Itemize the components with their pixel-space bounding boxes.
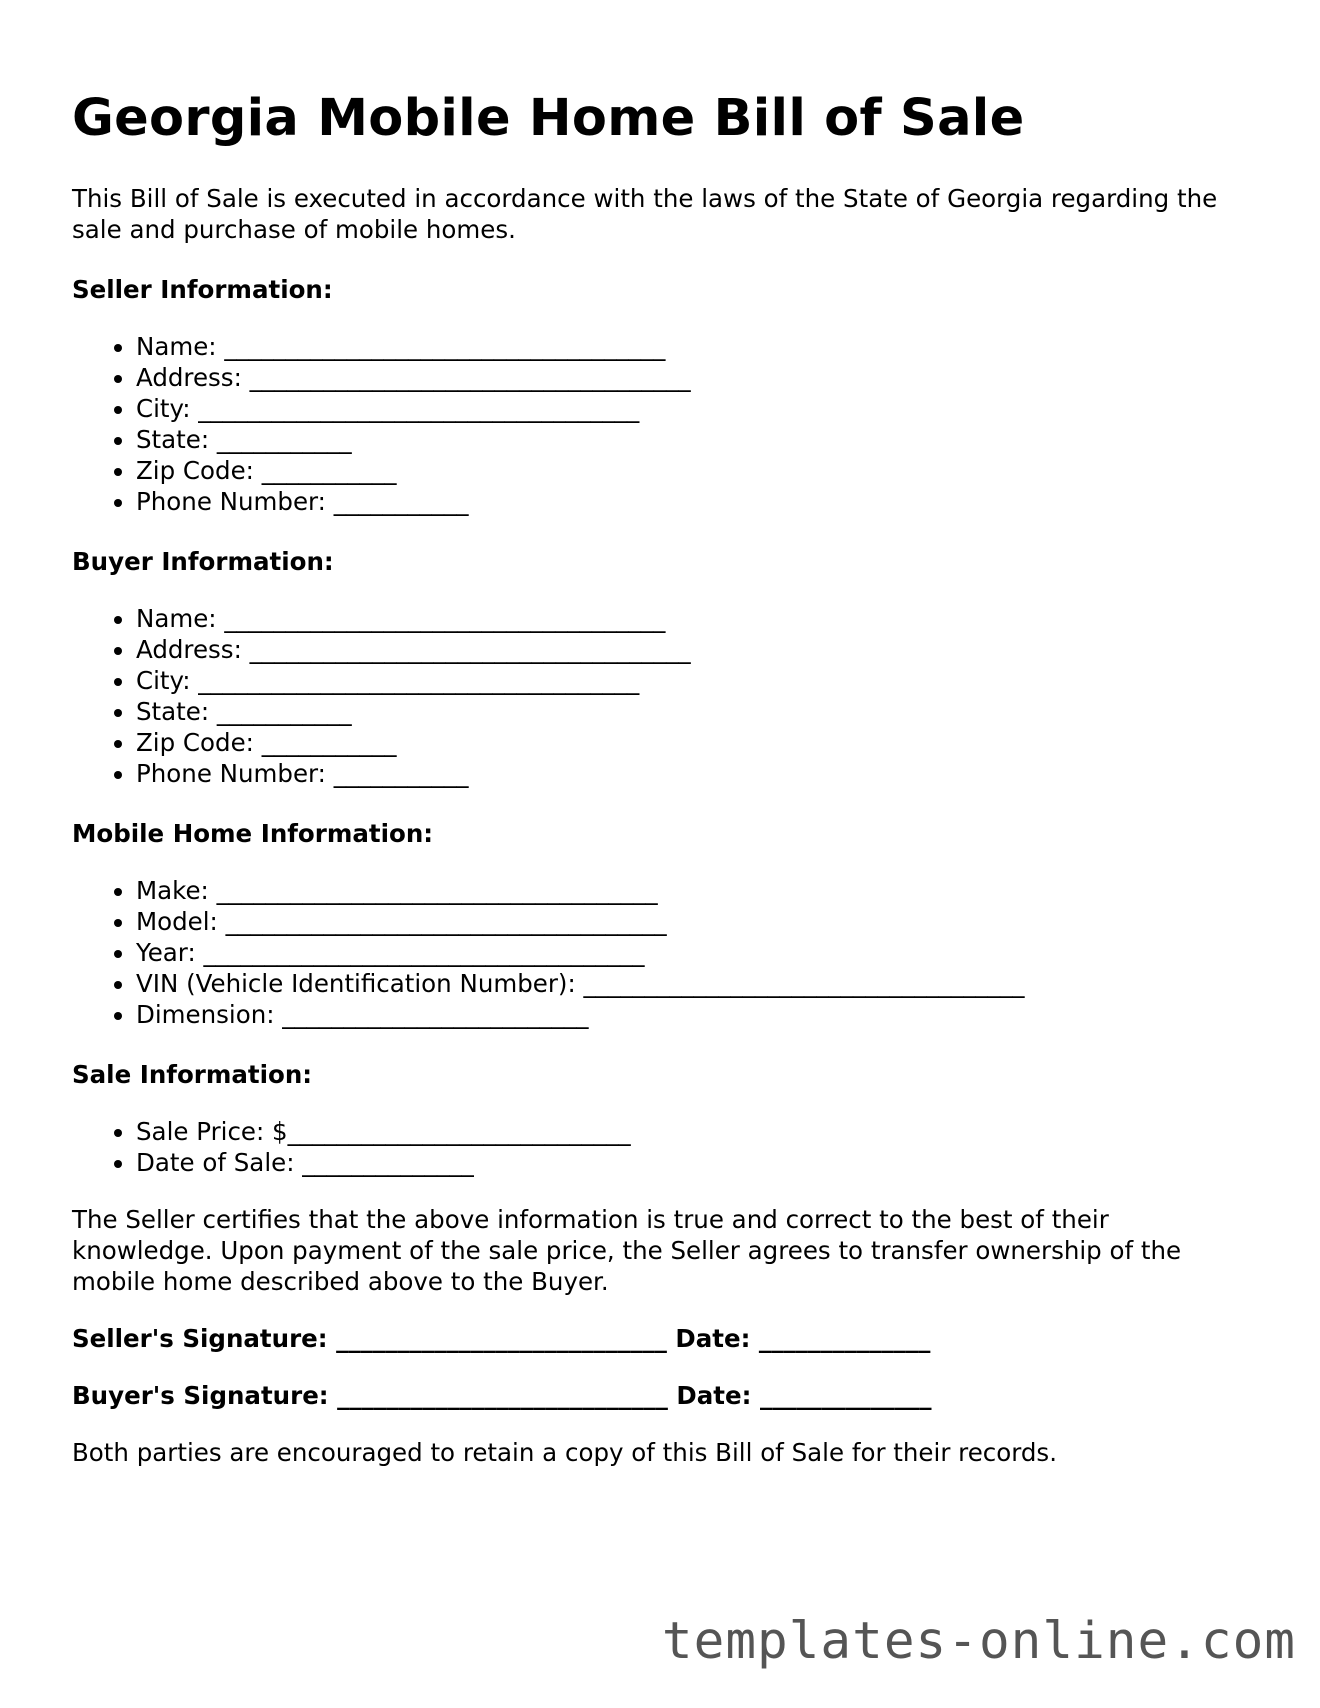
seller-phone-field: • Phone Number: ___________ xyxy=(136,486,1252,517)
buyer-zip-field: • Zip Code: ___________ xyxy=(136,727,1252,758)
model-field: • Model: ____________________________________ xyxy=(136,906,1252,937)
mobile-home-field-list xyxy=(72,875,1252,1030)
intro-paragraph: This Bill of Sale is executed in accordance with the laws of the State of Georgia regarding the sale and purchase of mobile homes. xyxy=(72,184,1218,245)
buyer-field-list xyxy=(72,603,1252,789)
buyer-city-field: • City: ____________________________________ xyxy=(136,665,1252,696)
vin-field: • VIN (Vehicle Identification Number): ____________________________________ xyxy=(136,968,1252,999)
seller-signature-line: Seller's Signature: ___________________________ Date: ______________ xyxy=(72,1324,931,1354)
site-watermark: templates-online.com xyxy=(661,1612,1296,1671)
closing-paragraph: Both parties are encouraged to retain a copy of this Bill of Sale for their records. xyxy=(72,1438,1057,1468)
sale-section-heading: Sale Information: xyxy=(72,1060,313,1090)
buyer-name-field: • Name: ____________________________________ xyxy=(136,603,1252,634)
buyer-signature-line: Buyer's Signature: ___________________________ Date: ______________ xyxy=(72,1381,932,1411)
mobile-home-section-heading: Mobile Home Information: xyxy=(72,819,434,849)
seller-field-list xyxy=(72,331,1252,517)
seller-city-field: • City: ____________________________________ xyxy=(136,393,1252,424)
seller-name-field: • Name: ____________________________________ xyxy=(136,331,1252,362)
document-title: Georgia Mobile Home Bill of Sale xyxy=(72,89,1025,148)
bill-of-sale-document xyxy=(72,88,1252,1468)
buyer-phone-field: • Phone Number: ___________ xyxy=(136,758,1252,789)
date-of-sale-field: • Date of Sale: ______________ xyxy=(136,1147,1252,1178)
seller-state-field: • State: ___________ xyxy=(136,424,1252,455)
dimension-field: • Dimension: _________________________ xyxy=(136,999,1252,1030)
make-field: • Make: ____________________________________ xyxy=(136,875,1252,906)
sale-price-field: • Sale Price: $____________________________ xyxy=(136,1116,1252,1147)
seller-zip-field: • Zip Code: ___________ xyxy=(136,455,1252,486)
certification-paragraph: The Seller certifies that the above information is true and correct to the best of their knowledge. Upon payment of the sale price, the Seller agrees to transfer ownership of the mobile home described above to the Buyer. xyxy=(72,1205,1182,1297)
year-field: • Year: ____________________________________ xyxy=(136,937,1252,968)
buyer-section-heading: Buyer Information: xyxy=(72,547,334,577)
buyer-address-field: • Address: ____________________________________ xyxy=(136,634,1252,665)
buyer-state-field: • State: ___________ xyxy=(136,696,1252,727)
sale-field-list xyxy=(72,1116,1252,1178)
seller-address-field: • Address: ____________________________________ xyxy=(136,362,1252,393)
seller-section-heading: Seller Information: xyxy=(72,275,333,305)
